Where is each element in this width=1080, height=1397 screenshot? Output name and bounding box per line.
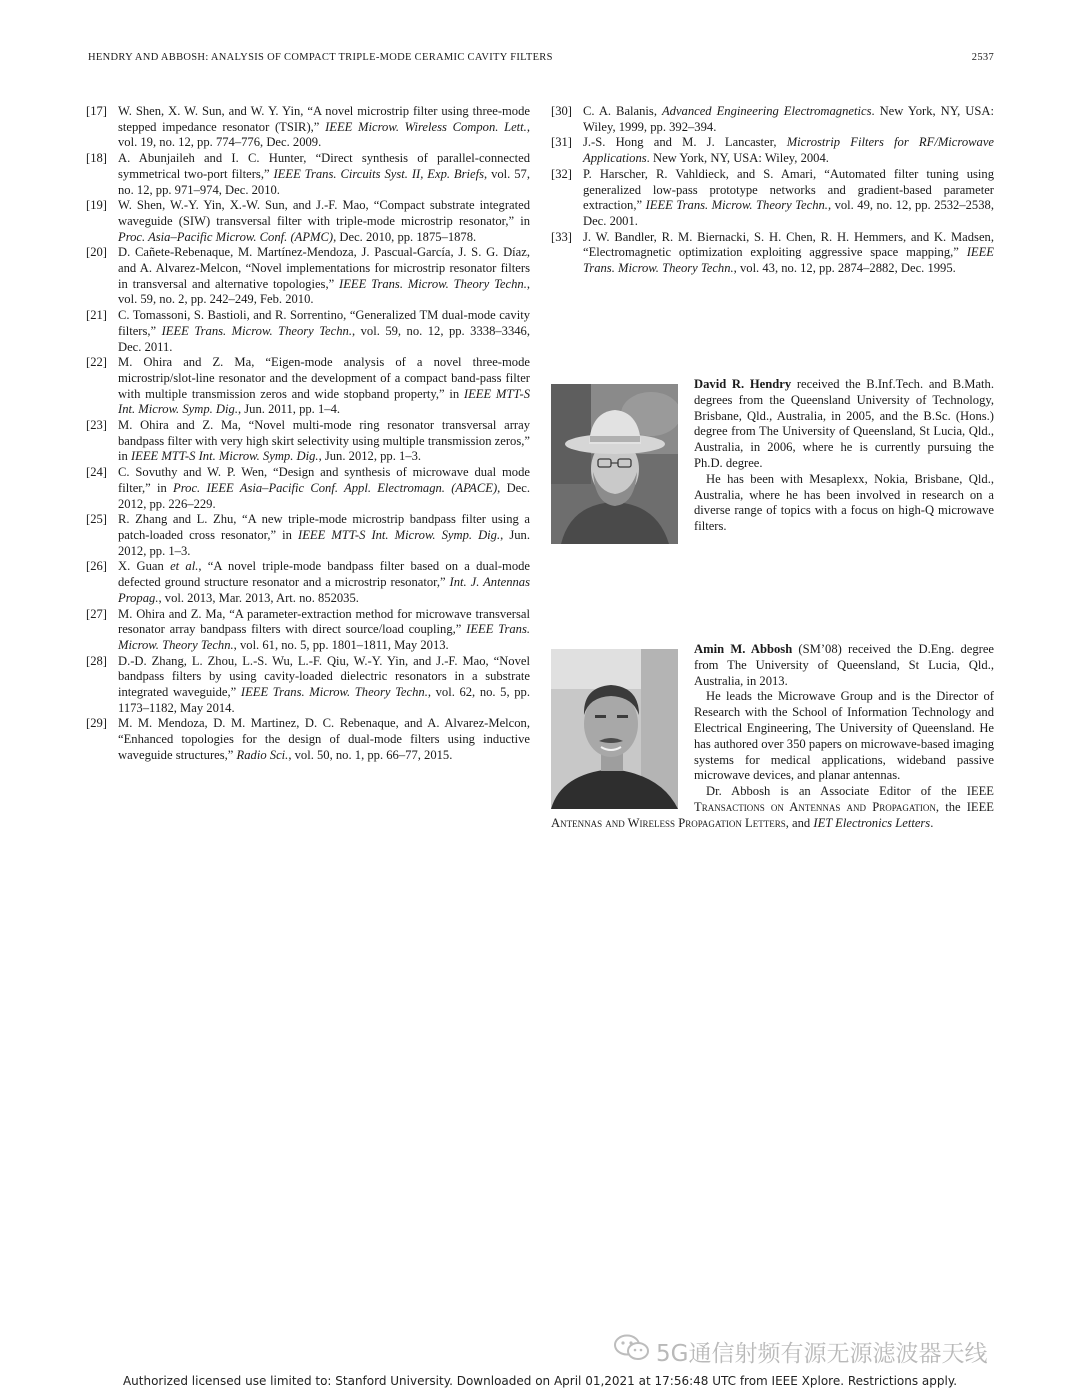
abbosh-bio-p3-text: , and [785, 815, 814, 830]
reference-fragment: , “A novel triple-mode bandpass filter based on a dual-mode defected ground structure resonator and a microstrip resonator,” [118, 559, 531, 590]
reference-text [118, 308, 530, 353]
reference-venue: IEEE MTT-S Int. Microw. Symp. Dig. [130, 449, 319, 464]
reference-number: [25] [86, 512, 107, 527]
reference-fragment: , Dec. 2010, pp. 1875–1878. [333, 229, 477, 244]
reference-fragment: M. Ohira and Z. Ma, “A parameter-extraction method for microwave transversal resonator array bandpass filters with direct source/load coupling,” [118, 606, 530, 637]
abbosh-bio-p3-text: Dr. Abbosh is an Associate Editor of the IEEE [706, 784, 994, 799]
reference-fragment: , vol. 59, no. 2, pp. 242–249, Feb. 2010. [118, 276, 530, 307]
hendry-photo [551, 384, 678, 544]
reference-fragment: , Dec. 2012, pp. 226–229. [118, 480, 530, 511]
reference-item [86, 151, 530, 198]
reference-item [86, 308, 530, 355]
reference-venue: Int. J. Antennas Propag. [118, 575, 530, 605]
reference-venue: IEEE Microw. Wireless Compon. Lett. [325, 119, 527, 134]
references-left-column [86, 104, 530, 764]
reference-fragment: M. Ohira and Z. Ma, “Novel multi-mode ring resonator transversal array bandpass filter with very high skirt selectivity using multiple transmission zeros,” in [118, 418, 530, 464]
journal-iet: IET Electronics Letters [813, 815, 931, 830]
reference-item [551, 167, 994, 230]
reference-fragment: , vol. 49, no. 12, pp. 2532–2538, Dec. 2001. [583, 198, 994, 228]
reference-number: [27] [86, 606, 107, 621]
reference-fragment: , vol. 43, no. 12, pp. 2874–2882, Dec. 1995. [733, 261, 956, 276]
reference-venue: IEEE Trans. Microw. Theory Techn. [161, 323, 352, 338]
reference-number: [32] [551, 166, 572, 181]
reference-number: [23] [86, 418, 107, 433]
reference-venue: IEEE Trans. Microw. Theory Techn. [118, 622, 530, 652]
reference-fragment: P. Harscher, R. Vahldieck, and S. Amari, “Automated filter tuning using generalized low-pass prototype networks and gradient-based parameter extraction,” [583, 166, 994, 213]
abbosh-name: Amin M. Abbosh [694, 642, 793, 656]
reference-item [86, 559, 530, 606]
reference-fragment: M. Ohira and Z. Ma, “Eigen-mode analysis of a novel three-mode microstrip/slot-line resonator and the development of a compact band-pass filter with multiple transmission zeros and wide stopband property,” in [118, 355, 530, 401]
page-number: 2537 [971, 52, 994, 63]
reference-fragment: C. Tomassoni, S. Bastioli, and R. Sorrentino, “Generalized TM dual-mode cavity filters,” [118, 308, 530, 338]
journal-tap: Transactions on Antennas and Propagation [694, 799, 936, 814]
reference-number: [31] [551, 135, 572, 150]
reference-item [86, 716, 530, 763]
reference-item [551, 230, 994, 277]
reference-fragment: C. A. Balanis, [583, 104, 662, 118]
reference-venue: IEEE Trans. Microw. Theory Techn. [583, 245, 994, 276]
reference-fragment: D.-D. Zhang, L. Zhou, L.-S. Wu, L.-F. Qiu, W.-Y. Yin, and J.-F. Mao, “Novel bandpass filters by using cavity-loaded dielectric resonators in a substrate integrated waveguide,” [118, 653, 530, 700]
running-header [88, 52, 994, 68]
reference-item [86, 245, 530, 308]
reference-number: [24] [86, 465, 107, 480]
reference-venue: IEEE Trans. Microw. Theory Techn. [645, 198, 828, 213]
reference-text [118, 512, 530, 557]
reference-number: [20] [86, 245, 107, 260]
reference-fragment: . New York, NY, USA: Wiley, 2004. [646, 151, 829, 166]
running-title: HENDRY AND ABBOSH: ANALYSIS OF COMPACT TRIPLE-MODE CERAMIC CAVITY FILTERS [88, 52, 553, 63]
reference-number: [21] [86, 308, 107, 323]
reference-fragment: W. Shen, X. W. Sun, and W. Y. Yin, “A novel microstrip filter using three-mode stepped impedance resonator (TSIR),” [118, 104, 530, 134]
reference-fragment: W. Shen, W.-Y. Yin, X.-W. Sun, and J.-F. Mao, “Compact substrate integrated waveguide (SIW) transversal filter with triple-mode microstrip resonator,” in [118, 198, 530, 228]
reference-item [86, 198, 530, 245]
reference-text [118, 245, 530, 306]
reference-venue: IEEE MTT-S Int. Microw. Symp. Dig. [298, 527, 501, 542]
reference-item [86, 607, 530, 654]
reference-text [118, 559, 530, 604]
reference-venue: IEEE Trans. Microw. Theory Techn. [240, 685, 428, 700]
reference-text [118, 418, 530, 463]
reference-venue: IEEE Trans. Microw. Theory Techn. [339, 276, 527, 291]
reference-number: [22] [86, 355, 107, 370]
reference-text [118, 465, 530, 510]
reference-fragment: , vol. 57, no. 12, pp. 971–974, Dec. 2010. [118, 166, 530, 197]
reference-venue: Proc. IEEE Asia–Pacific Conf. Appl. Electromagn. (APACE) [173, 480, 498, 495]
reference-item [86, 465, 530, 512]
reference-item [86, 104, 530, 151]
bio-hendry [551, 377, 994, 548]
abbosh-bio-p3-text: , the IEEE [935, 799, 994, 814]
reference-venue: IEEE MTT-S Int. Microw. Symp. Dig. [118, 386, 530, 417]
reference-text [118, 151, 530, 196]
reference-fragment: D. Cañete-Rebenaque, M. Martínez-Mendoza, J. Pascual-García, J. S. G. Díaz, and A. Alvarez-Melcon, “Novel implementations for microstrip resonator filters in transversal and alternative topologies,” [118, 245, 530, 291]
watermark-text: 5G通信射频有源无源滤波器天线 [656, 1340, 988, 1367]
reference-number: [26] [86, 559, 107, 574]
reference-fragment: , Jun. 2012, pp. 1–3. [318, 449, 422, 464]
reference-venue: et al. [170, 559, 199, 574]
journal-awpl: Antennas and Wireless Propagation Letters [551, 815, 786, 830]
hendry-name: David R. Hendry [694, 377, 792, 391]
references-right-column [551, 104, 994, 277]
reference-text [118, 198, 530, 243]
reference-venue: Radio Sci. [236, 747, 289, 762]
reference-venue: Proc. Asia–Pacific Microw. Conf. (APMC) [118, 229, 334, 244]
bio-abbosh [551, 642, 994, 832]
reference-text [118, 355, 530, 416]
reference-item [86, 418, 530, 465]
reference-fragment: J. W. Bandler, R. M. Biernacki, S. H. Chen, R. H. Hemmers, and K. Madsen, “Electromagnetic optimization exploiting aggressive space mapping,” [583, 229, 994, 260]
abbosh-bio-p2: He leads the Microwave Group and is the Director of Research with the School of Information Technology and Electrical Engineering, The University of Queensland. He has authored over 350 papers on microwave-based imaging systems for medical applications, wideband passive microwave devices, and planar antennas. [694, 689, 994, 783]
reference-fragment: , vol. 50, no. 1, pp. 66–77, 2015. [288, 747, 453, 762]
abbosh-photo [551, 649, 678, 809]
abbosh-bio-p3-text: . [930, 815, 934, 830]
abbosh-bio-p1: (SM’08) received the D.Eng. degree from The University of Queensland, St Lucia, Qld., Australia, in 2013. [694, 642, 995, 688]
reference-number: [18] [86, 151, 107, 166]
reference-item [86, 512, 530, 559]
reference-text [583, 167, 994, 228]
reference-fragment: R. Zhang and L. Zhu, “A new triple-mode microstrip bandpass filter using a patch-loaded cross resonator,” in [118, 512, 530, 542]
reference-venue: IEEE Trans. Circuits Syst. II, Exp. Briefs [273, 166, 485, 181]
hendry-bio-p1: received the B.Inf.Tech. and B.Math. degrees from the Queensland University of Technology, Brisbane, Qld., Australia, in 2005, and the B.Sc. (Hons.) degree from The University of Queensland, St Lucia, Qld., Australia, in 2006, where he is currently pursuing the Ph.D. degree. [694, 377, 994, 470]
wechat-icon [614, 1334, 650, 1368]
reference-item [86, 654, 530, 717]
reference-number: [28] [86, 653, 107, 668]
reference-text [583, 230, 994, 275]
reference-venue: Advanced Engineering Electromagnetics [661, 104, 872, 118]
hendry-bio-p2: He has been with Mesaplexx, Nokia, Brisbane, Qld., Australia, where he has been involved in research on a diverse range of topics with a focus on high-Q microwave filters. [694, 471, 994, 534]
reference-item [86, 355, 530, 418]
reference-text [118, 716, 530, 761]
reference-fragment: , vol. 2013, Mar. 2013, Art. no. 852035. [158, 590, 359, 605]
reference-item [551, 104, 994, 135]
reference-text [583, 135, 994, 165]
reference-venue: Microstrip Filters for RF/Microwave Applications [583, 135, 995, 166]
reference-fragment: A. Abunjaileh and I. C. Hunter, “Direct synthesis of parallel-connected symmetrical two-port filters,” [118, 151, 530, 181]
reference-fragment: , Jun. 2011, pp. 1–4. [237, 402, 341, 417]
reference-fragment: , vol. 59, no. 12, pp. 3338–3346, Dec. 2011. [118, 323, 530, 354]
reference-number: [17] [86, 104, 107, 118]
reference-fragment: , vol. 61, no. 5, pp. 1801–1811, May 2013. [233, 637, 449, 652]
reference-text [118, 104, 530, 149]
reference-item [551, 135, 994, 166]
reference-fragment: X. Guan [118, 559, 171, 574]
download-footer: Authorized licensed use limited to: Stanford University. Downloaded on April 01,2021 at 17:56:48 UTC from IEEE Xplore. Restrictions apply. [122, 1374, 958, 1388]
reference-fragment: J.-S. Hong and M. J. Lancaster, [583, 135, 787, 150]
reference-text [118, 654, 530, 715]
reference-text [583, 104, 994, 134]
reference-number: [29] [86, 716, 107, 731]
reference-fragment: M. M. Mendoza, D. M. Martinez, D. C. Rebenaque, and A. Alvarez-Melcon, “Enhanced topologies for the design of dual-mode filters using inductive waveguide structures,” [118, 716, 530, 762]
reference-number: [33] [551, 229, 572, 244]
reference-number: [30] [551, 104, 572, 118]
reference-number: [19] [86, 198, 107, 213]
reference-text [118, 607, 530, 652]
reference-fragment: C. Sovuthy and W. P. Wen, “Design and synthesis of microwave dual mode filter,” in [118, 465, 530, 495]
reference-fragment: , Jun. 2012, pp. 1–3. [118, 527, 530, 558]
reference-fragment: , vol. 19, no. 12, pp. 774–776, Dec. 2009. [118, 119, 530, 150]
wechat-watermark [614, 1334, 987, 1368]
reference-fragment: . New York, NY, USA: Wiley, 1999, pp. 392–394. [583, 104, 994, 134]
reference-fragment: , vol. 62, no. 5, pp. 1173–1182, May 2014. [118, 685, 530, 715]
